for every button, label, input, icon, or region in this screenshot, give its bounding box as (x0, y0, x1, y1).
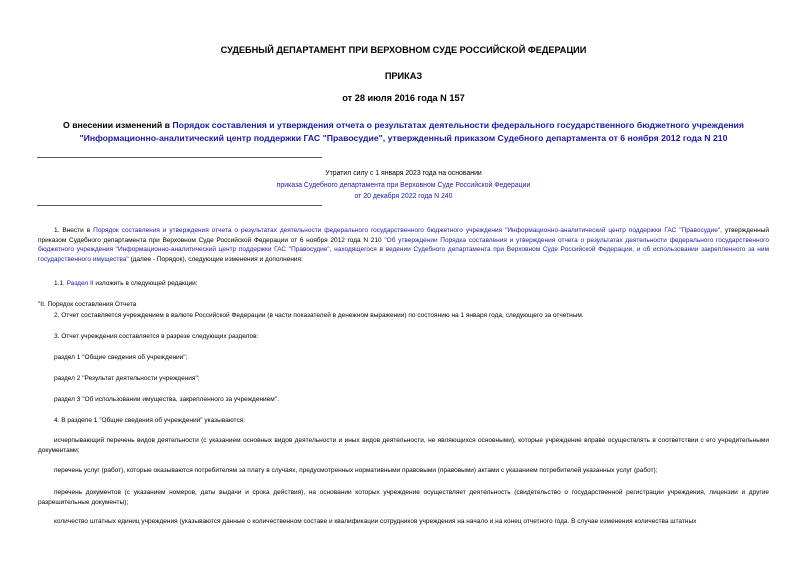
document-title (40, 119, 767, 144)
document-type: ПРИКАЗ (384, 71, 423, 81)
list-item-activities: исчерпывающий перечень видов деятельности (с указанием основных видов деятельности и иных видов деятельности, не являющихся основными), которые учреждение вправе осуществлять в соответствии с его учредительными документами; (38, 437, 769, 454)
list-item-documents: перечень документов (с указанием номеров, даты выдачи и срока действия), на основании которых учреждение осуществляет деятельность (свидетельство о государственной регистрации учреждения, лицензии и другие разрешительные документы); (38, 489, 769, 506)
status-note (0, 168, 807, 203)
section-item-1: раздел 1 "Общие сведения об учреждении"; (54, 354, 188, 361)
repeal-order-date-link[interactable]: от 20 декабря 2022 года N 240 (354, 193, 453, 200)
p1-text-a: 1. Внести в (54, 227, 94, 234)
paragraph-3: 3. Отчет учреждения составляется в разрезе следующих разделов: (54, 333, 259, 340)
title-prefix: О внесении изменений в (63, 120, 173, 130)
list-item-staff: количество штатных единиц учреждения (указываются данные о количественном составе и квалификации сотрудников учреждения на начало и на конец отчетного года. В случае изменения количества штатных (54, 518, 697, 525)
procedure-link[interactable]: Порядок составления и утверждения отчета о результатах деятельности федерального государственного бюджетного учреждения "Информационно-аналитический центр поддержки ГАС "Правосудие" (93, 227, 721, 234)
p1-text-b: , утвержденный приказом Судебного департамента при Верховном Суде Российской Федерации от 6 ноября 2012 года N 210 (38, 227, 769, 244)
p11-text-b: изложить в следующей редакции: (93, 280, 198, 287)
order-210-link[interactable]: "Об утверждении Порядка составления и утверждения отчета о результатах деятельности федерального государственного бюджетного учреждения "Информационно-аналитический центр поддержки ГАС "Правосудие", находящегося в ведении Судебного департамента при Верховном Суде Российской Федерации, и об использовании закрепленного за ним государственного имущества" (38, 236, 769, 263)
divider-top (37, 157, 322, 158)
p1-text-c: (далее - Порядок), следующие изменения и дополнения: (128, 255, 303, 263)
status-note-line: Утратил силу с 1 января 2023 года на основании (325, 170, 482, 177)
paragraph-2: 2. Отчет составляется учреждением в валюте Российской Федерации (в части показателей в денежном выражении) по состоянию на 1 января года, следующего за отчетным. (54, 312, 584, 319)
paragraph-1-1 (38, 279, 769, 289)
paragraph-1 (38, 226, 769, 264)
section-item-2: раздел 2 "Результат деятельности учреждения"; (54, 375, 200, 382)
organization-header: СУДЕБНЫЙ ДЕПАРТАМЕНТ ПРИ ВЕРХОВНОМ СУДЕ РОССИЙСКОЙ ФЕДЕРАЦИИ (220, 45, 587, 55)
paragraph-4: 4. В разделе 1 "Общие сведения об учреждении" указываются: (54, 417, 246, 424)
document-date-number: от 28 июля 2016 года N 157 (342, 93, 465, 103)
section-item-3: раздел 3 "Об использовании имущества, закрепленного за учреждением". (54, 396, 279, 403)
list-item-services: перечень услуг (работ), которые оказываются потребителям за плату в случаях, предусмотренных нормативными правовыми (правовыми) актами с указанием потребителей указанных услуг (работ); (54, 467, 658, 474)
title-link[interactable]: Порядок составления и утверждения отчета о результатах деятельности федерального государственного бюджетного учреждения "Информационно-аналитический центр поддержки ГАС "Правосудие", утвержденный приказом Судебного департамента от 6 ноября 2012 года N 210 (79, 120, 744, 143)
repeal-order-link[interactable]: приказа Судебного департамента при Верховном Суде Российской Федерации (276, 181, 531, 189)
section-ii-link[interactable]: Раздел II (66, 280, 94, 287)
divider-bottom (37, 205, 322, 206)
p11-text-a: 1.1. (54, 280, 67, 287)
section-heading: "II. Порядок составления Отчета (38, 301, 137, 308)
